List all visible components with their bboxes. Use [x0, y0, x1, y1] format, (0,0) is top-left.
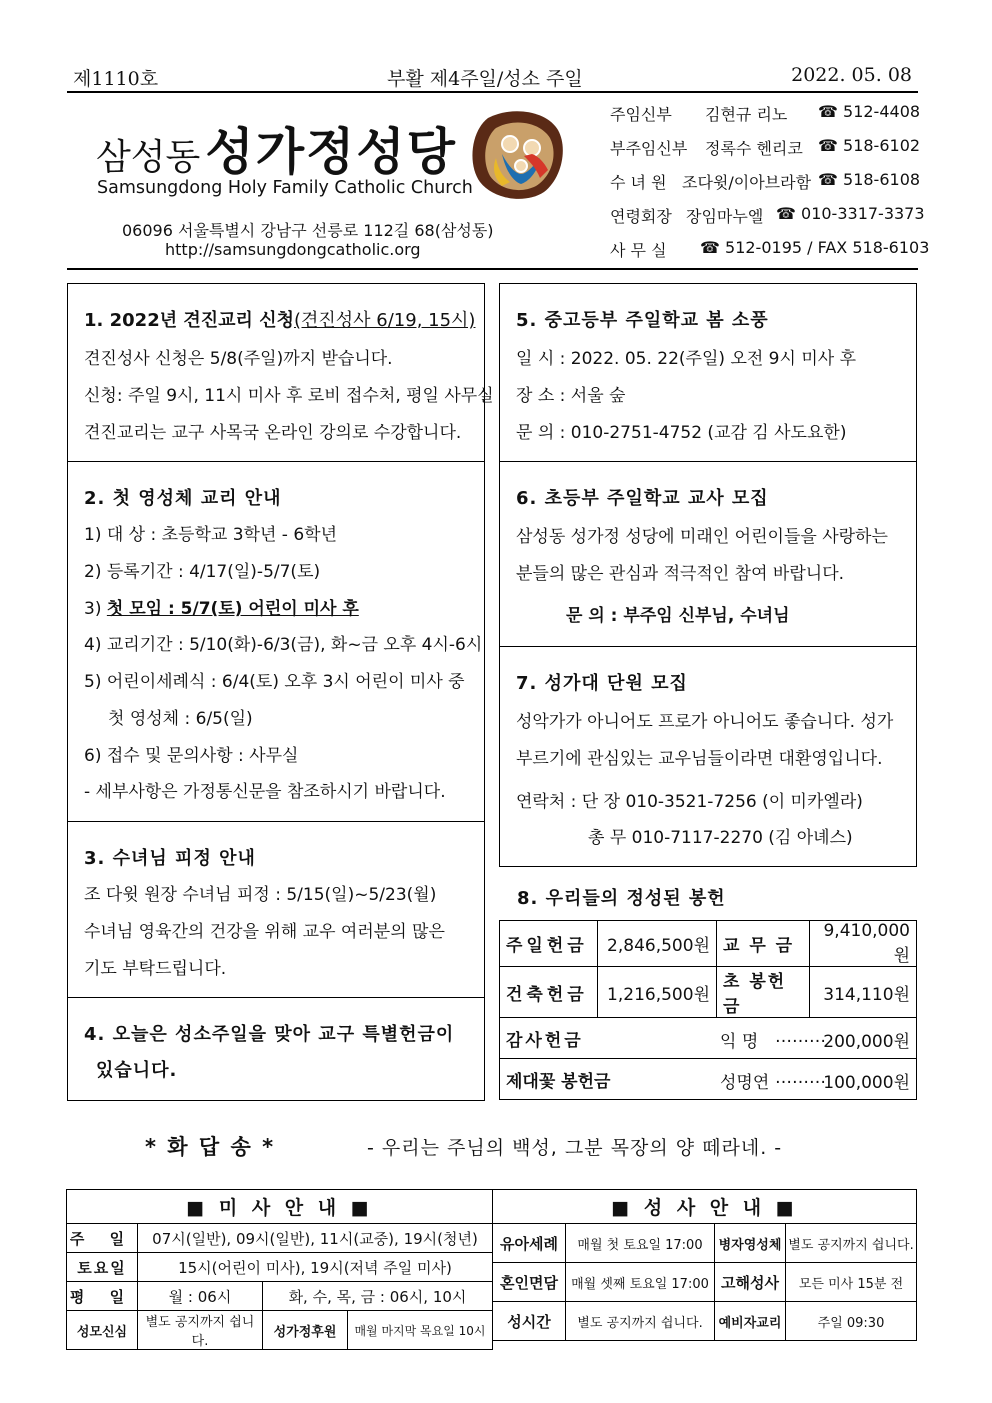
notice-line: 기도 부탁드립니다. [84, 959, 227, 979]
notice-title: 5. 중고등부 주일학교 봄 소풍 [516, 310, 769, 331]
first-meeting: 첫 모임 : 5/7(토) 어린이 미사 후 [106, 599, 359, 619]
notice-line: 수녀님 영육간의 건강을 위해 교우 여러분의 많은 [84, 922, 445, 942]
notice-title: 2. 첫 영성체 교리 안내 [84, 488, 282, 509]
psalm-label: * 화 답 송 * [145, 1135, 276, 1159]
offerings-table [499, 920, 917, 1100]
notice-line: 5) 어린이세례식 : 6/4(토) 오후 3시 어린이 미사 중 [84, 672, 465, 692]
website-link[interactable]: http://samsungdongcatholic.org [165, 240, 421, 259]
notice-line: 3) 첫 모임 : 5/7(토) 어린이 미사 후 [84, 599, 359, 619]
header-rule [67, 91, 918, 93]
notice-line: 장 소 : 서울 숲 [516, 386, 626, 406]
notice-line: 신청: 주일 9시, 11시 미사 후 로비 접수처, 평일 사무실 [84, 386, 494, 406]
notice-line: 6) 접수 및 문의사항 : 사무실 [84, 746, 299, 766]
sacrament-header: ■ 성 사 안 내 ■ [493, 1190, 917, 1224]
notice-line: 견진교리는 교구 사목국 온라인 강의로 수강합니다. [84, 423, 462, 443]
staff-row: 연령회장 장임마누엘 ☎ 010-3317-3373 [610, 204, 925, 226]
table-row: 건축헌금 1,216,500원 초 봉헌금 314,110원 [500, 967, 917, 1018]
notice-line: 4) 교리기간 : 5/10(화)-6/3(금), 화~금 오후 4시-6시 [84, 635, 483, 655]
sacrament-schedule-table [492, 1189, 917, 1341]
notice-line: 분들의 많은 관심과 적극적인 참여 바랍니다. [516, 564, 845, 584]
occasion: 부활 제4주일/성소 주일 [387, 68, 583, 90]
notice-title-note: (견진성사 6/19, 15시) [293, 310, 476, 331]
notice-line: 연락처 : 단 장 010-3521-7256 (이 미카엘라) [516, 792, 863, 812]
notice-teacher-recruit [499, 461, 917, 647]
notice-first-communion [67, 461, 485, 822]
notice-title: 있습니다. [96, 1060, 178, 1081]
header-bottom-rule [67, 268, 918, 270]
notice-sister-retreat [67, 821, 485, 998]
staff-row: 부주임신부 정록수 헨리코 ☎ 518-6102 [610, 136, 921, 158]
church-title: 성가정성당 [205, 122, 457, 181]
notice-title: 7. 성가대 단원 모집 [516, 673, 688, 694]
table-row: 평 일 월 : 06시 화, 수, 목, 금 : 06시, 10시 [67, 1282, 493, 1311]
notice-choir-recruit [499, 646, 917, 867]
offerings-title: 8. 우리들의 정성된 봉헌 [517, 888, 726, 909]
notice-line: 성악가가 아니어도 프로가 아니어도 좋습니다. 성가 [516, 712, 894, 732]
staff-row: 사 무 실 ☎ 512-0195 / FAX 518-6103 [610, 238, 930, 260]
notice-line: 문 의 : 010-2751-4752 (교감 김 사도요한) [516, 423, 847, 443]
notice-line: 1) 대 상 : 초등학교 3학년 - 6학년 [84, 525, 337, 545]
notice-confirmation [67, 283, 494, 462]
notice-title: 6. 초등부 주일학교 교사 모집 [516, 488, 769, 509]
mass-header: ■ 미 사 안 내 ■ [67, 1190, 493, 1224]
table-row: 주 일 07시(일반), 09시(일반), 11시(교중), 19시(청년) [67, 1224, 493, 1253]
issue-number: 제1110호 [73, 68, 159, 90]
header-bar [67, 62, 918, 90]
table-row: 성시간 별도 공지까지 쉽니다. 예비자교리 주일 09:30 [493, 1302, 917, 1341]
mass-schedule-table [66, 1189, 493, 1350]
notice-title: 3. 수녀님 피정 안내 [84, 848, 256, 869]
staff-row: 주임신부 김현규 리노 ☎ 512-4408 [610, 102, 921, 124]
table-row: 유아세례 매월 첫 토요일 17:00 병자영성체 별도 공지까지 쉽니다. [493, 1224, 917, 1263]
notice-spring-picnic [499, 283, 917, 462]
table-row: 주일헌금 2,846,500원 교 무 금 9,410,000원 [500, 921, 917, 967]
table-row: 성모신심 별도 공지까지 쉽니다. 성가정후원 매월 마지막 목요일 10시 [67, 1311, 493, 1350]
notice-line: 문 의 : 부주임 신부님, 수녀님 [566, 606, 790, 626]
notice-line: 일 시 : 2022. 05. 22(주일) 오전 9시 미사 후 [516, 349, 856, 369]
notice-line: 견진성사 신청은 5/8(주일)까지 받습니다. [84, 349, 393, 369]
notice-line: 부르기에 관심있는 교우님들이라면 대환영입니다. [516, 749, 883, 769]
psalm-response: - 우리는 주님의 백성, 그분 목장의 양 떼라네. - [367, 1137, 783, 1159]
notice-title: 1. 2022년 견진교리 신청 [84, 310, 294, 331]
table-row: 혼인면담 매월 셋째 토요일 17:00 고해성사 모든 미사 15분 전 [493, 1263, 917, 1302]
notice-line: 조 다윗 원장 수녀님 피정 : 5/15(일)~5/23(월) [84, 885, 437, 905]
table-row: 토요일 15시(어린이 미사), 19시(저녁 주일 미사) [67, 1253, 493, 1282]
notice-line: 2) 등록기간 : 4/17(일)-5/7(토) [84, 562, 321, 582]
district-name: 삼성동 [96, 137, 201, 178]
staff-row: 수 녀 원 조다윗/이아브라함 ☎ 518-6108 [610, 170, 921, 192]
holy-family-logo-icon [466, 108, 566, 200]
church-english-name: Samsungdong Holy Family Catholic Church [97, 178, 473, 198]
notice-line: - 세부사항은 가정통신문을 참조하시기 바랍니다. [84, 782, 446, 802]
notice-line: 삼성동 성가정 성당에 미래인 어린이들을 사랑하는 [516, 527, 888, 547]
notice-line: 총 무 010-7117-2270 (김 아녜스) [588, 828, 853, 848]
date: 2022. 05. 08 [791, 64, 912, 86]
notice-title: 4. 오늘은 성소주일을 맞아 교구 특별헌금이 [84, 1024, 455, 1045]
table-row: 제대꽃 봉헌금 성명연 ……… 100,000원 [500, 1059, 917, 1100]
address: 06096 서울특별시 강남구 선릉로 112길 68(삼성동) [122, 221, 494, 240]
church-name [96, 112, 457, 184]
notice-special-collection [67, 997, 485, 1101]
notice-line: 첫 영성체 : 6/5(일) [108, 709, 253, 729]
table-row: 감사헌금 익 명 ……… 200,000원 [500, 1018, 917, 1059]
